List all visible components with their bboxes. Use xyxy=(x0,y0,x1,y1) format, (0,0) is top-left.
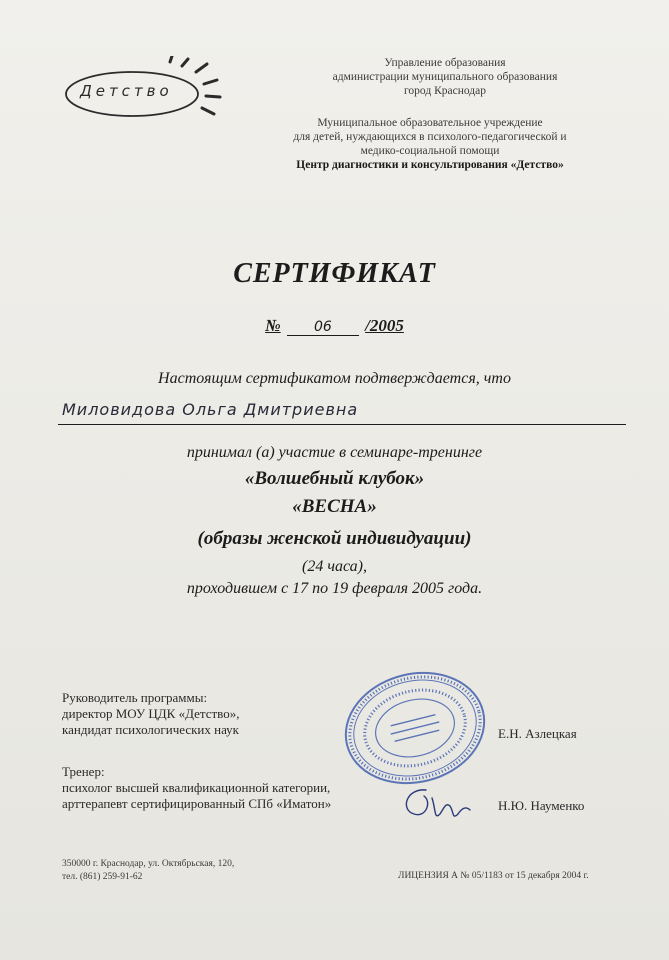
header-authority xyxy=(280,56,610,98)
leader-role: кандидат психологических наук xyxy=(62,722,239,737)
program-leader-block xyxy=(62,690,239,738)
stamp-seal-icon xyxy=(340,668,490,788)
header-line: для детей, нуждающихся в психолого-педагогической и xyxy=(293,131,567,143)
detstvo-logo xyxy=(62,56,232,126)
certificate-number xyxy=(0,316,669,336)
seminar-theme: (образы женской индивидуации) xyxy=(197,528,472,549)
official-stamp xyxy=(340,668,490,788)
header-center-name: Центр диагностики и консультирования «Детство» xyxy=(296,159,564,171)
confirm-text: Настоящим сертификатом подтверждается, что xyxy=(158,370,511,387)
leader-role: Руководитель программы: xyxy=(62,690,208,705)
participation-text: принимал (а) участие в семинаре-тренинге xyxy=(186,444,483,461)
trainer-block xyxy=(62,764,331,812)
number-prefix: № xyxy=(265,316,281,335)
phone-line: тел. (861) 259-91-62 xyxy=(62,872,143,882)
seminar-dates: проходившем с 17 по 19 февраля 2005 года. xyxy=(186,580,483,597)
logo-text: Детство xyxy=(80,82,173,100)
header-line: администрации муниципального образования xyxy=(332,71,558,83)
header-line: Управление образования xyxy=(384,57,506,69)
trainer-role: арттерапевт сертифицированный СПб «Иматон» xyxy=(62,796,332,811)
header-institution xyxy=(240,116,620,172)
leader-name: Е.Н. Азлецкая xyxy=(498,726,577,741)
seminar-title: «Волшебный клубок» xyxy=(244,468,425,489)
header-line: медико-социальной помощи xyxy=(360,145,500,157)
recipient-name: Миловидова Ольга Дмитриевна xyxy=(62,400,359,419)
footer-license: ЛИЦЕНЗИЯ А № 05/1183 от 15 декабря 2004 г. xyxy=(398,871,589,881)
number-value: 06 xyxy=(287,319,359,336)
trainer-name: Н.Ю. Науменко xyxy=(498,798,585,813)
footer-address xyxy=(62,858,234,884)
header-line: город Краснодар xyxy=(404,85,486,97)
seminar-subtitle: «ВЕСНА» xyxy=(292,496,377,517)
certificate-title: СЕРТИФИКАТ xyxy=(233,258,436,289)
trainer-role: Тренер: xyxy=(62,764,105,779)
handwritten-signature-icon xyxy=(396,780,476,830)
name-underline xyxy=(58,424,626,425)
seminar-hours: (24 часа), xyxy=(302,558,367,575)
leader-role: директор МОУ ЦДК «Детство», xyxy=(62,706,240,721)
trainer-role: психолог высшей квалификационной категории, xyxy=(62,780,331,795)
header-line: Муниципальное образовательное учреждение xyxy=(317,117,543,129)
trainer-signature xyxy=(396,780,476,830)
address-line: 350000 г. Краснодар, ул. Октябрьская, 120, xyxy=(62,859,235,869)
number-suffix: /2005 xyxy=(365,316,404,335)
